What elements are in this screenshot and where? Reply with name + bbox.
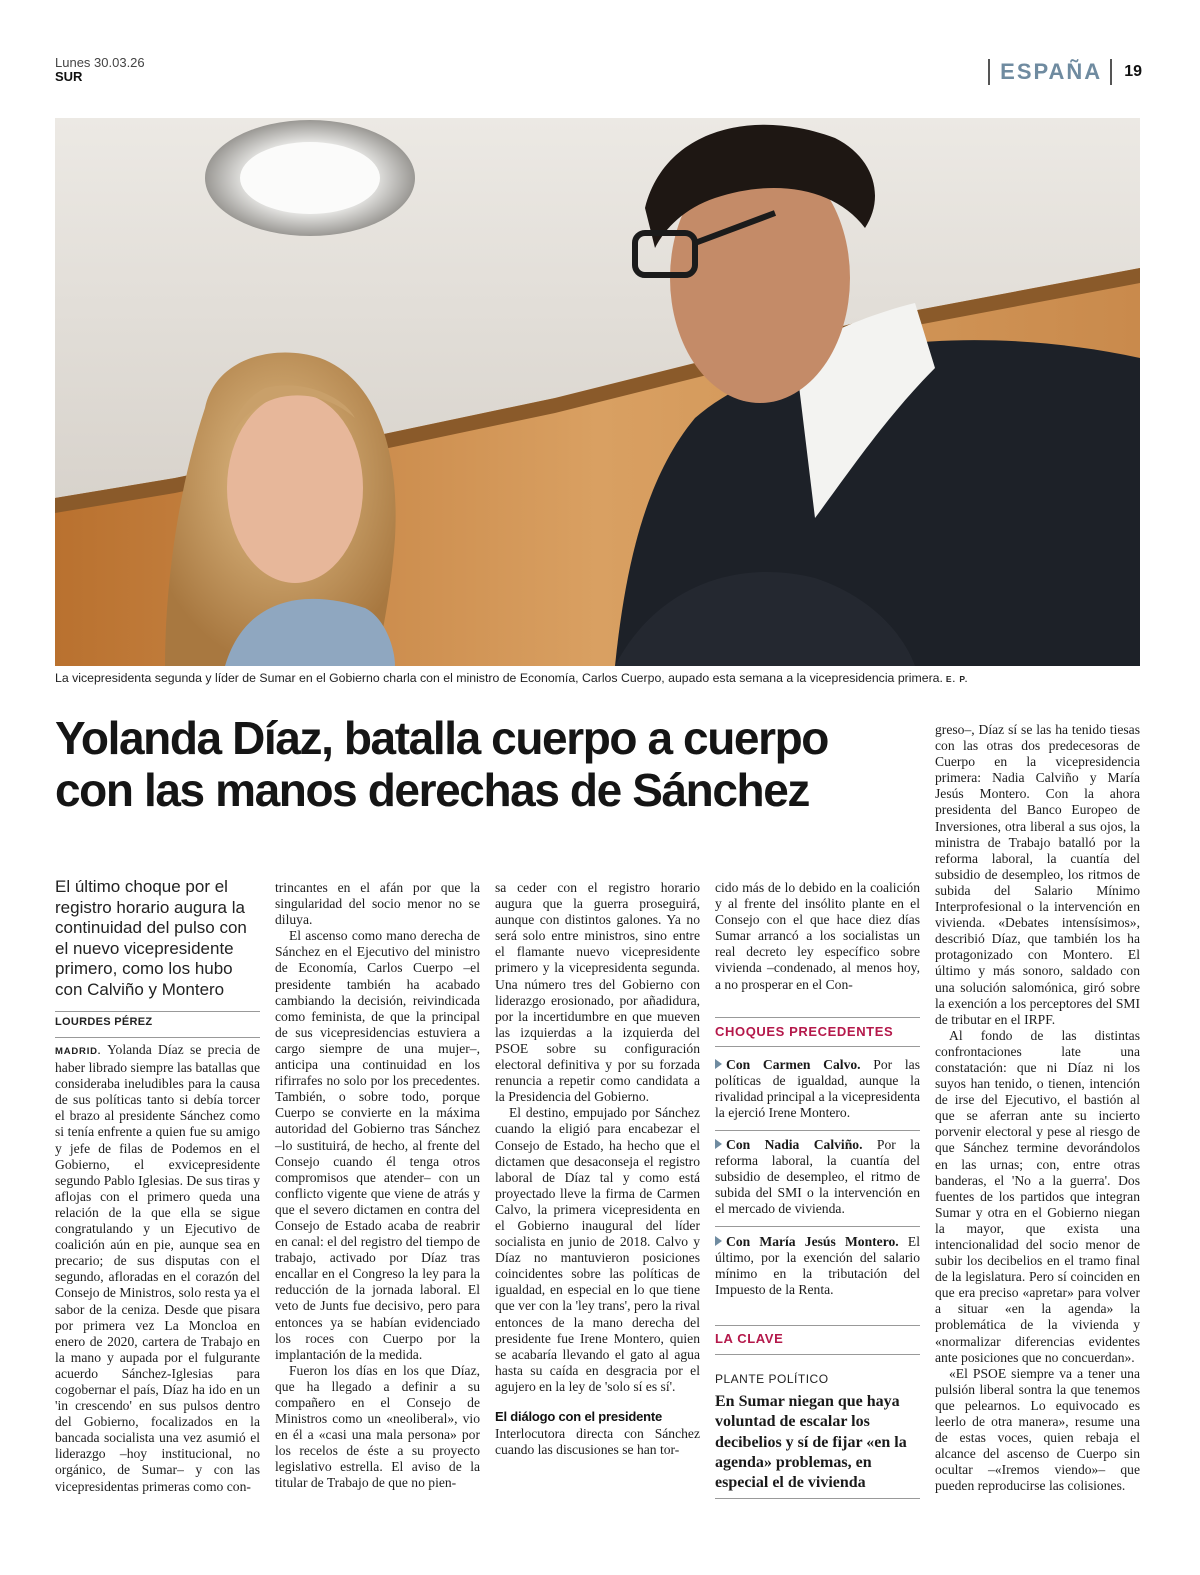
section-heading: El diálogo con el presidente (495, 1409, 663, 1424)
article-photo (55, 118, 1140, 666)
sidebar-item-name: Con María Jesús Montero. (726, 1234, 899, 1249)
sidebar-divider (715, 1354, 920, 1355)
sidebar-divider (715, 1130, 920, 1131)
sidebar-divider (715, 1325, 920, 1326)
body-paragraph: Al fondo de las distintas confrontaciones late una constatación: que ni Díaz ni los suyos han tenido, o tienen, intención de irse del Ejecutivo, el bastión al que se aferran ante su incierto porvenir electoral y pese al riesgo de que Sánchez termine devorándolos en las urnas; con, entre otras banderas, el 'No a la guerra'. Dos fuentes de los partidos que integran Sumar y otra en el Gobierno niegan la mayor, que exista una intencionalidad del socio menor de subir los decibelios en el tramo final de la legislatura. Pero sí coinciden en que era preciso «apretar» para volver a situar «en la agenda» la problemática de la vivienda y «normalizar diferencias evidentes ante posiciones que no concuerdan». (935, 1027, 1140, 1365)
sidebar-item (715, 1057, 920, 1121)
triangle-bullet-icon (715, 1139, 722, 1149)
body-paragraph: sa ceder con el registro horario augura que la guerra proseguirá, aunque con distintos galones. Ya no será solo entre ministros, sino entre el flamante nuevo vicepresidente primero y la vicepresidenta segunda. Una número tres del Gobierno con liderazgo erosionado, por añadidura, por la incertidumbre en que mueven las izquierdas a la izquierda del PSOE sobre su configuración electoral definitiva y por su forzada renuncia a repetir como candidata a la Presidencia del Gobierno. (495, 880, 700, 1105)
body-paragraph: El destino, empujado por Sánchez cuando la eligió para encabezar el Consejo de Estado, ha hecho que el dictamen que desaconseja el registro laboral de Díaz tal y como está proyectado lleve la firma de Carmen Calvo, la primera vicepresidenta en el Gobierno inaugural del líder socialista en junio de 2018. Calvo y Díaz no mantuvieron posiciones coincidentes sobre las políticas de igualdad, en especial en lo que tiene que ver con la 'ley trans', pero la rival entonces de la mano derecha del presidente fue Irene Montero, quien se acabaría llevando el gato al agua hasta su caída en desgracia por el agujero en la ley de 'solo sí es sí'. (495, 1105, 700, 1394)
section-header (988, 58, 1142, 86)
body-paragraph: trincantes en el afán por que la singularidad del socio menor no se diluya. (275, 880, 480, 928)
body-paragraph: cido más de lo debido en la coalición y al frente del insólito plante en el Consejo con el que hace diez días Sumar arrancó a los socialistas un real decreto ley específico sobre vivienda –condenado, al menos hoy, a no prosperar en el Con- (715, 880, 920, 992)
body-paragraph: Interlocutora directa con Sánchez cuando las discusiones se han tor- (495, 1426, 700, 1458)
body-column-1 (55, 1042, 260, 1495)
sidebar-item-name: Con Nadia Calviño. (726, 1137, 863, 1152)
sidebar-divider (715, 1498, 920, 1499)
sidebar-item (715, 1137, 920, 1217)
sidebar-divider (715, 1017, 920, 1018)
body-column-2 (275, 880, 480, 1492)
triangle-bullet-icon (715, 1059, 722, 1069)
issue-date: Lunes 30.03.26 (55, 55, 145, 70)
article-headline: Yolanda Díaz, batalla cuerpo a cuerpo con las manos derechas de Sánchez (55, 712, 829, 816)
page-number: 19 (1124, 63, 1142, 80)
clave-kicker: PLANTE POLÍTICO (715, 1372, 829, 1386)
section-name: ESPAÑA (1000, 59, 1103, 84)
clave-quote: En Sumar niegan que haya voluntad de escalar los decibelios y sí de fijar «en la agenda» problemas, en especial el de vivienda (715, 1393, 907, 1492)
body-column-3 (495, 880, 700, 1458)
sidebar-divider (715, 1046, 920, 1047)
sidebar-item (715, 1234, 920, 1298)
body-paragraph: greso–, Díaz sí se las ha tenido tiesas con las otras dos predecesoras de Cuerpo en la vicepresidencia primera: Nadia Calviño y María Jesús Montero. Con la ahora presidenta del Banco Europeo de Inversiones, otra liberal a sus ojos, la ministra de Trabajo batalló por la reforma laboral, la cuantía del subsidio de desempleo, los ritmos de subida del Salario Mínimo Interprofesional o la intervención en vivienda. «Debates intensísimos», describió Díaz, que también los ha protagonizado con Montero. El último y más sonoro, saldado con una solución salomónica, giró sobre la exención a los perceptores del SMI de tributar en el IRPF. (935, 722, 1140, 1027)
body-paragraph: «El PSOE siempre va a tener una pulsión liberal sontra la que tenemos que pelearnos. Lo equivocado es leerlo de otra manera», resume una de estas voces, quien rebaja el alcance del ascenso de Cuerpo sin ocultar –«Iremos viendo»– que pueden reproducirse las colisiones. (935, 1365, 1140, 1494)
dateline: MADRID. (55, 1046, 102, 1057)
photo-credit: E. P. (945, 674, 969, 684)
body-paragraph: Fueron los días en los que Díaz, que ha llegado a definir a su compañero en el Consejo de Ministros como un «neoliberal», vio en él a «casi una mala persona» por los recelos de éste a su proyecto legislativo estrella. El aviso de la titular de Trabajo de que no pien- (275, 1362, 480, 1491)
sidebar-item-text: El último, por la exención del salario mínimo en la tributación del Impuesto de la Renta. (715, 1234, 920, 1298)
article-subhead: El último choque por el registro horario augura la continuidad del pulso con el nuevo vicepresidente primero, como los hubo con Calviño y Montero (55, 877, 247, 999)
sidebar-title-clave: LA CLAVE (715, 1331, 784, 1346)
sidebar-title-choques: CHOQUES PRECEDENTES (715, 1024, 894, 1039)
byline: LOURDES PÉREZ (55, 1011, 260, 1028)
sidebar-item-name: Con Carmen Calvo. (726, 1057, 861, 1072)
body-paragraph (55, 1042, 260, 1495)
body-column-5 (935, 722, 1140, 1495)
publication-name: SUR (55, 69, 83, 84)
byline-divider (55, 1037, 260, 1038)
triangle-bullet-icon (715, 1236, 722, 1246)
photo-caption (55, 670, 1145, 687)
body-column-4 (715, 880, 920, 993)
sidebar-divider (715, 1226, 920, 1227)
sidebar-item-text: Por la reforma laboral, la cuantía del subsidio de desempleo, el ritmo de subida del SMI o la intervención en el mercado de vivienda. (715, 1137, 920, 1217)
body-text: Yolanda Díaz se precia de haber librado siempre las batallas que consideraba ineludibles para la causa de sus políticas tanto si debía torcer el brazo al presidente Sánchez como si tenía enfrente a quien fue su amigo y jefe de filas de Podemos en el Gobierno, el exvicepresidente segundo Pablo Iglesias. De sus tiras y aflojas con el primero queda una relación de la que ella se sigue congratulando y un Ejecutivo de coalición aún en pie, aunque sea en precario; de sus disputas con el segundo, afloradas en el corazón del Consejo de Ministros, solo resta ya el sabor de la ceniza. Desde que pisara por primera vez La Moncloa en enero de 2020, cartera de Trabajo en la mano y aupada por el fulgurante acuerdo Sánchez-Iglesias para cogobernar el país, Díaz ha ido en un 'in crescendo' en sus pulsos dentro del Gobierno, focalizados en la bancada socialista una vez asumió el liderazgo –hoy institucional, no orgánico, de Sumar– y con las vicepresidentas primeras como con- (55, 1042, 261, 1494)
caption-text: La vicepresidenta segunda y líder de Sumar en el Gobierno charla con el ministro de Economía, Carlos Cuerpo, aupado esta semana a la vicepresidencia primera. (55, 671, 943, 685)
body-paragraph: El ascenso como mano derecha de Sánchez en el Ejecutivo del ministro de Economía, Carlos Cuerpo –el presidente también ha acabado cambiando la decisión, reivindicada como feminista, de que la principal de sus vicepresidencias estuviera a cargo siempre de una mujer–, anticipa una continuidad en los rifirrafes no solo por los precedentes. También, o sobre todo, porque Cuerpo se convierte en la máxima autoridad del Gobierno tras Sánchez –lo sustituirá, de hecho, al frente del Consejo cuando él tenga otros compromisos que atender– con un conflicto vigente que viene de atrás y que el severo dictamen en contra del Consejo de Estado acaba de reabrir en canal: el del registro del tiempo de trabajo, activado por Díaz tras encallar en el Congreso la ley para la reducción de la jornada laboral. El veto de Junts fue decisivo, pero para entonces ya se habían evidenciado los roces con Cuerpo por la implantación de la medida. (275, 928, 480, 1362)
sidebar-item-text: Por las políticas de igualdad, aunque la rivalidad principal a la vicepresidenta la ejerció Irene Montero. (715, 1057, 920, 1121)
